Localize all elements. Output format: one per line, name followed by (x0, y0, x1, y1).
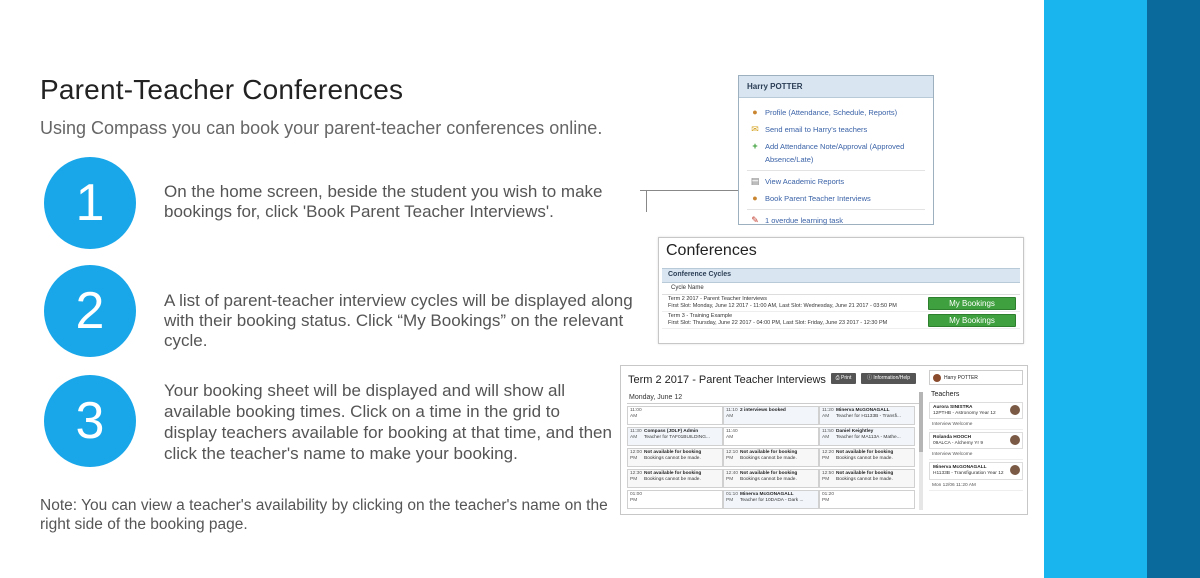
teacher-list (929, 402, 1023, 491)
booking-grid-row (627, 406, 915, 425)
time-slot-time: 12:10 PM (726, 450, 739, 461)
time-slot-time: 11:10 AM (726, 408, 738, 419)
menu-divider (747, 170, 925, 171)
time-slot-cell[interactable] (819, 448, 915, 467)
teacher-card[interactable] (929, 462, 1023, 479)
time-slot-title: 2 interviews booked (740, 408, 786, 413)
teacher-class: H1133B - Transfiguration Year 12 (933, 470, 1004, 476)
teacher-availability-label: Interview Welcome (929, 450, 1023, 460)
time-slot-time: 12:00 PM (630, 450, 643, 461)
time-slot-detail (740, 408, 786, 423)
cycle-name: Term 3 - Training Example (668, 313, 733, 319)
time-slot-detail (836, 408, 901, 423)
time-slot-title: Minerva McGONAGALL (740, 492, 794, 497)
page-subtitle: Using Compass you can book your parent-teacher conferences online. (40, 118, 603, 138)
teacher-photo (1010, 405, 1020, 415)
menu-divider (747, 209, 925, 210)
menu-item-learning-task[interactable]: ✎ 1 overdue learning task (739, 212, 933, 229)
teachers-sidebar (929, 370, 1023, 493)
teacher-card[interactable] (929, 432, 1023, 449)
teacher-availability-label: Mon 12/06 11:20 AM (929, 481, 1023, 491)
report-icon: ▤ (750, 176, 760, 186)
time-slot-detail (740, 450, 797, 465)
time-slot-cell[interactable] (723, 469, 819, 488)
booking-scrollbar[interactable] (919, 392, 923, 510)
time-slot-detail (836, 450, 893, 465)
time-slot-detail (836, 429, 901, 444)
time-slot-time: 12:30 PM (630, 471, 643, 482)
time-slot-detail (644, 471, 701, 486)
teacher-card[interactable] (929, 402, 1023, 419)
time-slot-cell[interactable] (819, 469, 915, 488)
time-slot-title: Not available for booking (644, 450, 702, 455)
time-slot-title: Not available for booking (836, 450, 894, 455)
time-slot-subtitle: Teacher for TAF01BUILDING... (644, 434, 710, 440)
time-slot-subtitle: Teacher for 10DADA - Dark ... (740, 497, 804, 503)
cycle-row (662, 295, 1020, 312)
time-slot-cell[interactable] (627, 469, 723, 488)
note-text: Note: You can view a teacher's availability by clicking on the teacher's name on the right side of the booking page. (40, 497, 608, 533)
time-slot-cell[interactable] (723, 448, 819, 467)
conference-cycles-header: Conference Cycles (662, 268, 1020, 283)
teachers-heading: Teachers (931, 391, 960, 398)
teacher-photo (1010, 435, 1020, 445)
booking-day-header: Monday, June 12 (627, 392, 921, 404)
cycle-name-column: Cycle Name (662, 283, 1020, 295)
student-selector[interactable]: Harry POTTER (929, 370, 1023, 385)
time-slot-cell[interactable] (627, 448, 723, 467)
connector-line (640, 190, 740, 191)
time-slot-cell[interactable] (819, 490, 915, 509)
decorative-bar-light (1044, 0, 1147, 578)
connector-line-vertical (646, 190, 647, 212)
plus-icon: + (752, 141, 758, 151)
student-name-header: Harry POTTER (739, 76, 933, 98)
time-slot-time: 11:50 AM (822, 429, 834, 440)
time-slot-time: 11:00 AM (630, 408, 642, 419)
time-slot-subtitle: Bookings cannot be made. (740, 476, 797, 482)
time-slot-subtitle: Bookings cannot be made. (740, 455, 797, 461)
step-3-text: Your booking sheet will be displayed and will show all available booking times. Click on a time in the grid to display teachers available for booking at that time, and then click the teacher's name to make your booking. (164, 381, 612, 463)
decorative-bar-dark (1147, 0, 1200, 578)
booking-grid-row (627, 469, 915, 488)
teacher-class: 12PTHB - Astronomy Year 12 (933, 410, 996, 416)
time-slot-cell[interactable] (819, 406, 915, 425)
time-slot-detail (740, 492, 803, 507)
teacher-name[interactable]: Minerva McGONAGALL (933, 465, 987, 471)
time-slot-cell[interactable] (723, 490, 819, 509)
menu-item-email[interactable]: ✉ Send email to Harry's teachers (739, 121, 933, 138)
booking-grid (627, 406, 915, 511)
time-slot-subtitle: Bookings cannot be made. (836, 476, 893, 482)
time-slot-detail (644, 450, 701, 465)
avatar (933, 374, 941, 382)
step-1-text: On the home screen, beside the student you wish to make bookings for, click 'Book Parent Teacher Interviews'. (164, 182, 603, 221)
time-slot-subtitle: Bookings cannot be made. (644, 455, 701, 461)
step-3-circle: 3 (44, 375, 136, 467)
cycle-detail: First Slot: Monday, June 12 2017 - 11:00 AM, Last Slot: Wednesday, June 21 2017 - 03:50 PM (668, 303, 897, 309)
time-slot-title: Daniel Keightley (836, 429, 874, 434)
time-slot-time: 11:20 AM (822, 408, 834, 419)
person-icon: ● (752, 107, 758, 117)
page-title: Parent-Teacher Conferences (40, 74, 404, 105)
step-2-circle: 2 (44, 265, 136, 357)
booking-grid-row (627, 448, 915, 467)
time-slot-detail (836, 471, 893, 486)
time-slot-cell[interactable] (723, 427, 819, 446)
time-slot-title: Not available for booking (740, 471, 798, 476)
information-help-button[interactable]: ⓘ Information/Help (861, 373, 916, 384)
conferences-panel (658, 237, 1024, 344)
time-slot-title: Not available for booking (836, 471, 894, 476)
time-slot-cell[interactable] (627, 490, 723, 509)
time-slot-cell[interactable] (819, 427, 915, 446)
menu-item-attendance-note[interactable]: + Add Attendance Note/Approval (Approved Absence/Late) (739, 138, 933, 168)
group-icon: ● (752, 193, 758, 203)
menu-item-book-interviews[interactable]: ● Book Parent Teacher Interviews (739, 190, 933, 207)
time-slot-title: Compass (JDLF) Admin (644, 429, 699, 434)
teacher-name[interactable]: Aurora SINISTRA (933, 405, 973, 410)
time-slot-detail (740, 471, 797, 486)
time-slot-subtitle: Teacher for MA113A - Mathe... (836, 434, 901, 440)
cycle-name: Term 2 2017 - Parent Teacher Interviews (668, 296, 767, 302)
menu-item-profile[interactable]: ● Profile (Attendance, Schedule, Reports) (739, 104, 933, 121)
time-slot-time: 01:20 PM (822, 492, 835, 503)
time-slot-title: Not available for booking (644, 471, 702, 476)
scrollbar-thumb[interactable] (919, 392, 923, 452)
conferences-title: Conferences (666, 242, 757, 259)
my-bookings-button[interactable]: My Bookings (928, 314, 1016, 327)
cycle-row (662, 312, 1020, 329)
time-slot-cell[interactable] (723, 406, 819, 425)
time-slot-time: 11:40 AM (726, 429, 738, 440)
teacher-name[interactable]: Rolanda HOOCH (933, 435, 972, 441)
menu-item-academic-reports[interactable]: ▤ View Academic Reports (750, 176, 845, 186)
teacher-class: 09ALCA - Alchemy Yr 9 (933, 440, 984, 446)
time-slot-subtitle: Teacher for H1133B - Transfi... (836, 413, 901, 419)
booking-grid-row (627, 490, 915, 509)
time-slot-time: 01:10 PM (726, 492, 739, 503)
time-slot-time: 12:20 PM (822, 450, 835, 461)
booking-grid-row (627, 427, 915, 446)
time-slot-time: 12:40 PM (726, 471, 739, 482)
time-slot-subtitle: Bookings cannot be made. (836, 455, 893, 461)
student-menu-panel (738, 75, 934, 225)
print-button[interactable]: ⎙ Print (831, 373, 856, 384)
time-slot-time: 01:00 PM (630, 492, 643, 503)
step-2-text: A list of parent-teacher interview cycles will be displayed along with their booking status. Click “My Bookings” on the relevant cycle. (164, 291, 633, 350)
time-slot-time: 12:50 PM (822, 471, 835, 482)
pencil-icon: ✎ (751, 215, 759, 225)
time-slot-title: Not available for booking (740, 450, 798, 455)
time-slot-subtitle: Bookings cannot be made. (644, 476, 701, 482)
step-1-circle: 1 (44, 157, 136, 249)
time-slot-cell[interactable] (627, 427, 723, 446)
time-slot-detail (644, 429, 710, 444)
time-slot-time: 11:30 AM (630, 429, 642, 440)
teacher-availability-label: Interview Welcome (929, 420, 1023, 430)
cycle-detail: First Slot: Thursday, June 22 2017 - 04:00 PM, Last Slot: Friday, June 23 2017 - 12:30 PM (668, 320, 888, 326)
envelope-icon: ✉ (751, 124, 759, 134)
time-slot-title: Minerva McGONAGALL (836, 408, 890, 413)
teacher-photo (1010, 465, 1020, 475)
booking-sheet-title: Term 2 2017 - Parent Teacher Interviews (628, 374, 826, 386)
booking-sheet-panel (620, 365, 1028, 515)
my-bookings-button[interactable]: My Bookings (928, 297, 1016, 310)
time-slot-cell[interactable] (627, 406, 723, 425)
